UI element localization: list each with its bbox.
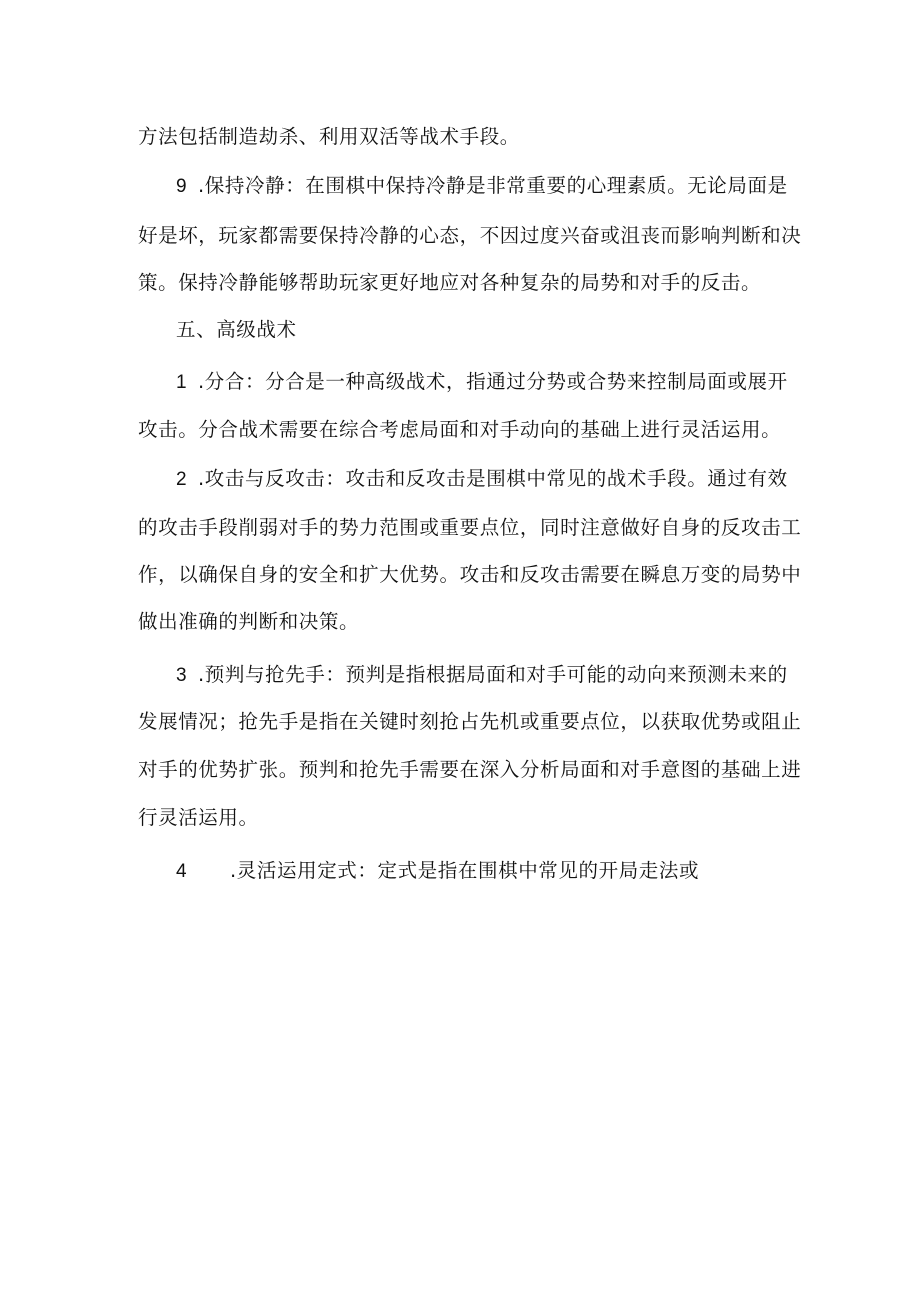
list-item-1-line-1 xyxy=(176,370,788,395)
paragraph-line: 的攻击手段削弱对手的势力范围或重要点位，同时注意做好自身的反攻击工 xyxy=(138,516,802,539)
paragraph-line: 做出准确的判断和决策。 xyxy=(138,610,360,633)
paragraph-line: 行灵活运用。 xyxy=(138,806,259,829)
list-item-2-line-1 xyxy=(176,467,788,492)
paragraph-line: 发展情况；抢先手是指在关键时刻抢占先机或重要点位，以获取优势或阻止 xyxy=(138,710,802,733)
list-number: 2 xyxy=(176,469,188,490)
list-item-text: .预判与抢先手：预判是指根据局面和对手可能的动向来预测未来的 xyxy=(198,663,788,686)
list-item-text: .分合：分合是一种高级战术，指通过分势或合势来控制局面或展开 xyxy=(198,370,788,393)
list-item-text: .灵活运用定式：定式是指在围棋中常见的开局走法或 xyxy=(230,859,700,882)
list-number: 4 xyxy=(176,861,188,882)
paragraph-line: 策。保持冷静能够帮助玩家更好地应对各种复杂的局势和对手的反击。 xyxy=(138,271,762,294)
paragraph-line: 对手的优势扩张。预判和抢先手需要在深入分析局面和对手意图的基础上进 xyxy=(138,758,802,781)
paragraph-line: 作，以确保自身的安全和扩大优势。攻击和反攻击需要在瞬息万变的局势中 xyxy=(138,563,802,586)
paragraph-line: 攻击。分合战术需要在综合考虑局面和对手动向的基础上进行灵活运用。 xyxy=(138,418,782,441)
list-item-4-line-1 xyxy=(176,859,699,884)
list-number: 9 xyxy=(176,176,188,197)
list-item-3-line-1 xyxy=(176,663,788,688)
list-item-text: .攻击与反攻击：攻击和反攻击是围棋中常见的战术手段。通过有效 xyxy=(198,467,788,490)
paragraph-line: 好是坏，玩家都需要保持冷静的心态，不因过度兴奋或沮丧而影响判断和决 xyxy=(138,224,802,247)
list-number: 1 xyxy=(176,372,188,393)
paragraph-line: 方法包括制造劫杀、利用双活等战术手段。 xyxy=(138,125,520,148)
section-heading: 五、高级战术 xyxy=(176,318,297,341)
list-number: 3 xyxy=(176,665,188,686)
list-item-9-line-1 xyxy=(176,174,788,199)
list-item-text: .保持冷静：在围棋中保持冷静是非常重要的心理素质。无论局面是 xyxy=(198,174,788,197)
